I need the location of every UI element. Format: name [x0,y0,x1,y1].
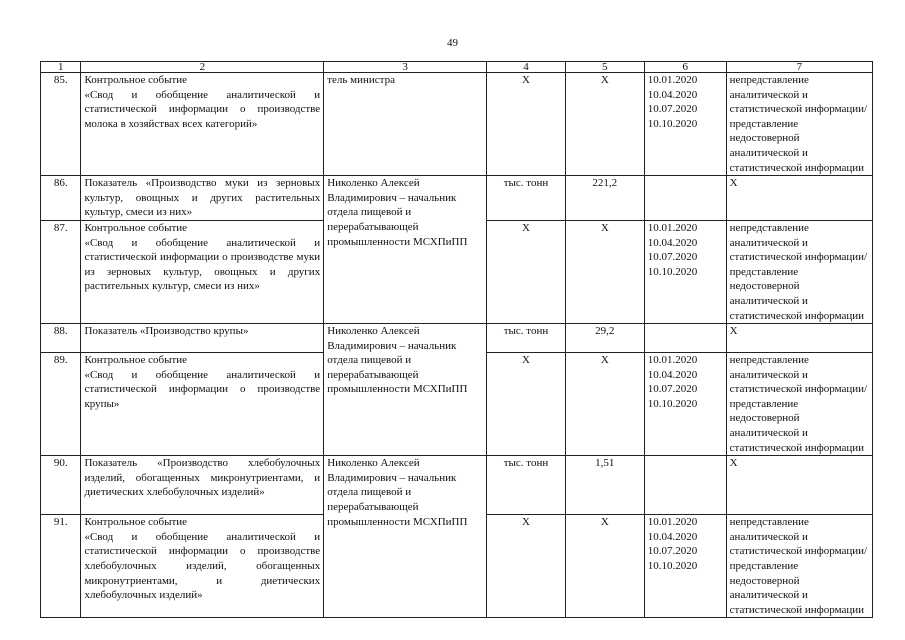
risk-cell: непредставление аналитической и статистической информации/представление недостоверной аналитической и статистической информации [726,353,872,456]
row-number: 85. [41,73,81,176]
deadline-dates: 10.01.2020 10.04.2020 10.07.2020 10.10.2020 [644,220,726,323]
deadline-dates: 10.01.2020 10.04.2020 10.07.2020 10.10.2020 [644,73,726,176]
risk-cell: X [726,324,872,353]
value-cell: 1,51 [565,456,644,515]
deadline-dates: 10.01.2020 10.04.2020 10.07.2020 10.10.2020 [644,353,726,456]
risk-cell: X [726,176,872,221]
item-description: Показатель «Производство крупы» [81,324,324,353]
page-number: 49 [447,37,458,49]
value-cell: X [565,353,644,456]
table-row [41,324,873,353]
value-cell: X [565,515,644,618]
table-row [41,456,873,515]
item-description: Показатель «Производство хлебобулочных изделий, обогащенных микронутриентами, и диетических хлебобулочных изделий» [81,456,324,515]
row-number: 89. [41,353,81,456]
plan-table [40,61,873,618]
unit-cell: тыс. тонн [487,176,566,221]
row-number: 90. [41,456,81,515]
item-description: Контрольное событие «Свод и обобщение аналитической и статистической информации о производстве хлебобулочных изделий, обогащенных микронутриентами, и диетических хлебобулочных изделий» [81,515,324,618]
column-number: 4 [487,62,566,73]
item-description: Контрольное событие «Свод и обобщение аналитической и статистической информации о производстве молока в хозяйствах всех категорий» [81,73,324,176]
unit-cell: X [487,73,566,176]
row-number: 86. [41,176,81,221]
item-description: Показатель «Производство муки из зерновых культур, овощных и других растительных культур, смеси из них» [81,176,324,221]
responsible-person: Николенко Алексей Владимирович – начальник отдела пищевой и перерабатывающей промышленности МСХПиПП [324,456,487,618]
unit-cell: X [487,220,566,323]
value-cell: X [565,220,644,323]
row-number: 87. [41,220,81,323]
table-row [41,73,873,176]
column-number: 6 [644,62,726,73]
column-number: 7 [726,62,872,73]
deadline-dates [644,176,726,221]
unit-cell: X [487,515,566,618]
deadline-dates: 10.01.2020 10.04.2020 10.07.2020 10.10.2020 [644,515,726,618]
value-cell: 29,2 [565,324,644,353]
value-cell: 221,2 [565,176,644,221]
risk-cell: непредставление аналитической и статистической информации/представление недостоверной аналитической и статистической информации [726,515,872,618]
responsible-person: Николенко Алексей Владимирович – начальник отдела пищевой и перерабатывающей промышленности МСХПиПП [324,176,487,324]
unit-cell: тыс. тонн [487,324,566,353]
row-number: 88. [41,324,81,353]
deadline-dates [644,456,726,515]
responsible-person: Николенко Алексей Владимирович – начальник отдела пищевой и перерабатывающей промышленности МСХПиПП [324,324,487,456]
item-description: Контрольное событие «Свод и обобщение аналитической и статистической информации о производстве крупы» [81,353,324,456]
column-number: 5 [565,62,644,73]
column-number: 2 [81,62,324,73]
responsible-person: тель министра [324,73,487,176]
deadline-dates [644,324,726,353]
risk-cell: X [726,456,872,515]
risk-cell: непредставление аналитической и статистической информации/представление недостоверной аналитической и статистической информации [726,220,872,323]
item-description: Контрольное событие «Свод и обобщение аналитической и статистической информации о производстве муки из зерновых культур, овощных и других растительных культур, смеси из них» [81,220,324,323]
value-cell: X [565,73,644,176]
unit-cell: X [487,353,566,456]
table-row [41,176,873,221]
risk-cell: непредставление аналитической и статистической информации/представление недостоверной аналитической и статистической информации [726,73,872,176]
column-number: 1 [41,62,81,73]
unit-cell: тыс. тонн [487,456,566,515]
column-number-row [41,62,873,73]
column-number: 3 [324,62,487,73]
row-number: 91. [41,515,81,618]
